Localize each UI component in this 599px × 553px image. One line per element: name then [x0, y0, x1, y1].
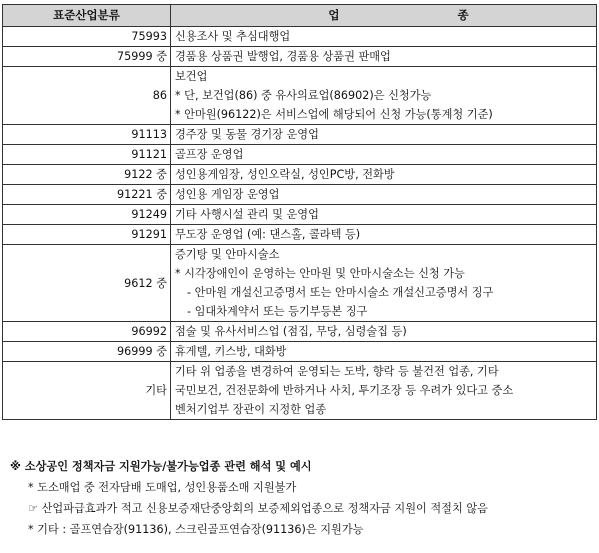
business-description-cell [171, 225, 597, 245]
industry-code-cell: 91221 중 [3, 185, 171, 205]
notes-heading: ※ 소상공인 정책자금 지원가능/불가능업종 관련 해석 및 예시 [10, 460, 312, 473]
description-line: 점술 및 유사서비스업 (점집, 무당, 심령술집 등) [175, 325, 407, 338]
table-row [3, 145, 597, 165]
header-industry-code: 표준산업분류 [3, 5, 171, 27]
table-header-row [3, 5, 597, 27]
business-description-cell [171, 47, 597, 67]
table-row [3, 185, 597, 205]
industry-code-cell: 96999 중 [3, 342, 171, 362]
description-line: 경주장 및 동물 경기장 운영업 [175, 128, 319, 141]
industry-code-cell: 91113 [3, 125, 171, 145]
header-business-char-2: 종 [457, 8, 469, 22]
table-row [3, 322, 597, 342]
description-line: * 단, 보건업(86) 중 유사의료업(86902)은 신청가능 [175, 89, 432, 102]
business-description-cell [171, 362, 597, 420]
description-line: 경품용 상품권 발행업, 경품용 상품권 판매업 [175, 50, 391, 63]
industry-code-cell: 91249 [3, 205, 171, 225]
description-line: 성인용 게임장 운영업 [175, 188, 280, 201]
table-row [3, 165, 597, 185]
header-business-char-1: 업 [328, 8, 340, 22]
notes-section [10, 456, 595, 540]
note-item: * 도소매업 중 전자담배 도매업, 성인용품소매 지원불가 [28, 481, 297, 494]
description-line: 기타 사행시설 관리 및 운영업 [175, 208, 319, 221]
table-row [3, 225, 597, 245]
table-row [3, 342, 597, 362]
table-row [3, 125, 597, 145]
industry-code-cell: 91291 [3, 225, 171, 245]
business-description-cell [171, 342, 597, 362]
description-line: - 안마원 개설신고증명서 또는 안마시술소 개설신고증명서 징구 [187, 286, 494, 299]
description-line: 신용조사 및 추심대행업 [175, 30, 291, 43]
business-description-cell [171, 185, 597, 205]
description-line: - 임대차계약서 또는 등기부등본 징구 [187, 305, 368, 318]
business-description-cell [171, 245, 597, 322]
industry-code-cell: 기타 [3, 362, 171, 420]
industry-code-cell: 75993 [3, 27, 171, 47]
description-line: 성인용게임장, 성인오락실, 성인PC방, 전화방 [175, 168, 395, 181]
description-line: 휴게텔, 키스방, 대화방 [175, 345, 287, 358]
table-row [3, 47, 597, 67]
industry-code-cell: 75999 중 [3, 47, 171, 67]
table-row [3, 67, 597, 125]
restricted-industry-table [2, 4, 597, 420]
table-row [3, 362, 597, 420]
industry-code-cell: 86 [3, 67, 171, 125]
business-description-cell [171, 322, 597, 342]
note-item: * 기타 : 골프연습장(91136), 스크린골프연습장(91136)은 지원가능 [28, 523, 364, 536]
description-line: * 안마원(96122)은 서비스업에 해당되어 신청 가능(통계청 기준) [175, 108, 493, 121]
description-line: 국민보건, 건전문화에 반하거나 사치, 투기조장 등 우려가 있다고 중소 [175, 384, 514, 397]
note-item: ☞ 산업파급효과가 적고 신용보증재단중앙회의 보증제외업종으로 정책자금 지원이 적절치 않음 [28, 502, 488, 515]
business-description-cell [171, 27, 597, 47]
business-description-cell [171, 67, 597, 125]
description-line: 벤처기업부 장관이 지정한 업종 [175, 403, 327, 416]
industry-code-cell: 9612 중 [3, 245, 171, 322]
description-line: * 시각장애인이 운영하는 안마원 및 안마시술소는 신청 가능 [175, 267, 465, 280]
industry-code-cell: 91121 [3, 145, 171, 165]
business-description-cell [171, 165, 597, 185]
table-row [3, 27, 597, 47]
industry-code-cell: 96992 [3, 322, 171, 342]
description-line: 보건업 [175, 70, 208, 83]
table-row [3, 205, 597, 225]
header-business-type [171, 5, 597, 27]
business-description-cell [171, 205, 597, 225]
description-line: 골프장 운영업 [175, 148, 244, 161]
industry-code-cell: 9122 중 [3, 165, 171, 185]
table-row [3, 245, 597, 322]
description-line: 기타 위 업종을 변경하여 운영되는 도박, 향락 등 불건전 업종, 기타 [175, 365, 499, 378]
description-line: 무도장 운영업 (예: 댄스홀, 콜라텍 등) [175, 228, 361, 241]
table-body [3, 27, 597, 420]
business-description-cell [171, 145, 597, 165]
description-line: 증기탕 및 안마시술소 [175, 248, 280, 261]
business-description-cell [171, 125, 597, 145]
